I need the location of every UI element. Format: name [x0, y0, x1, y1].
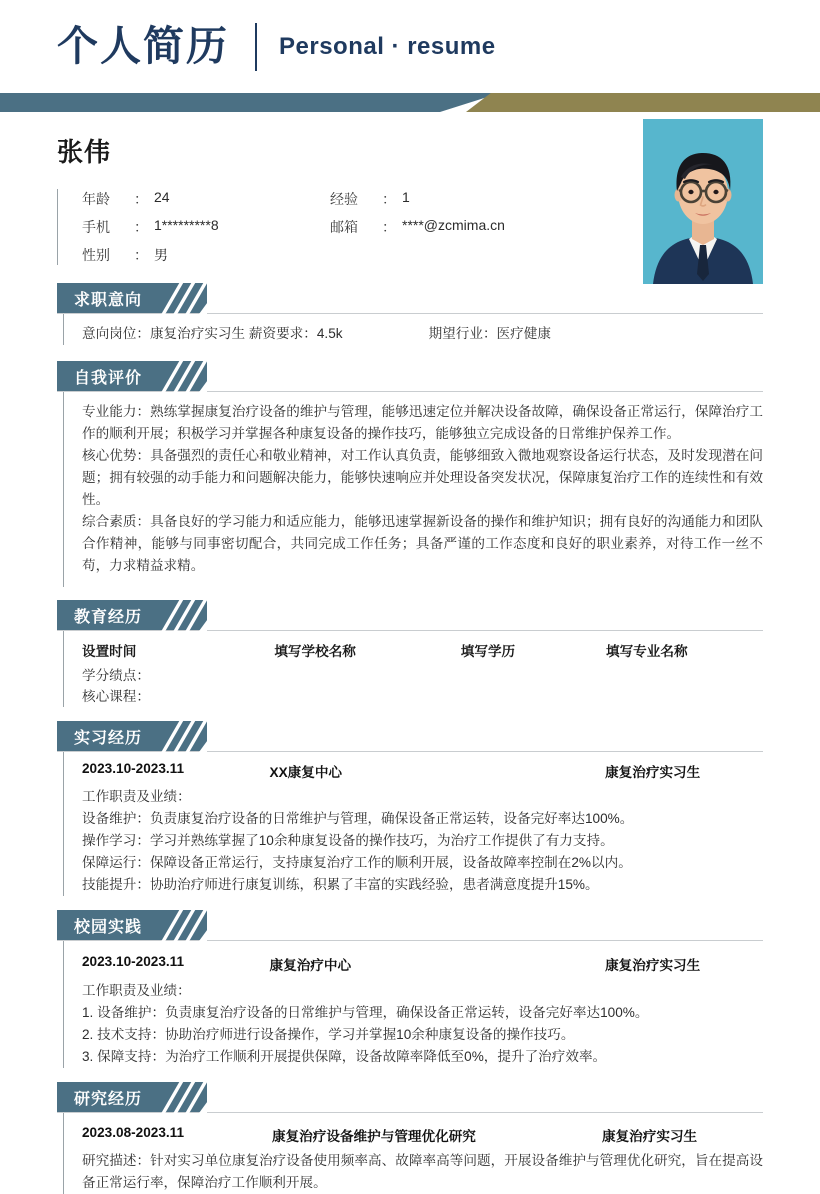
research-topic: 康复治疗设备维护与管理优化研究 — [272, 1129, 476, 1144]
field-phone — [82, 217, 330, 237]
portrait-photo-icon — [643, 119, 763, 284]
research-role: 康复治疗实习生 — [602, 1129, 698, 1144]
self-eval-paragraph: 综合素质：具备良好的学习能力和适应能力，能够迅速掌握新设备的操作和维护知识；拥有良好的沟通能力和团队合作精神，能够与同事密切配合，共同完成工作任务；具备严谨的工作态度和良好的职业素养，对待工作一丝不苟，力求精益求精。 — [82, 514, 763, 573]
candidate-name: 张伟 — [57, 137, 112, 167]
section-header-education — [57, 600, 763, 631]
self-eval-paragraph: 专业能力：熟练掌握康复治疗设备的维护与管理，能够迅速定位并解决设备故障，确保设备正常运行，保障治疗工作的顺利开展；积极学习并掌握各种康复设备的操作技巧，能够独立完成设备的日常维护保养工作。 — [82, 404, 763, 441]
education-column-time: 设置时间 — [82, 644, 137, 659]
field-experience — [330, 189, 590, 209]
slash-decor-icon — [151, 600, 207, 631]
intent-spacer — [343, 323, 429, 345]
field-experience-sep: ： — [382, 191, 396, 207]
campus-entry-header — [82, 954, 763, 974]
internship-line: 设备维护：负责康复治疗设备的日常维护与管理，确保设备正常运转，设备完好率达100%。 — [82, 811, 634, 826]
section-title-job-intent: 求职意向 — [74, 292, 143, 309]
section-title-self-evaluation: 自我评价 — [74, 370, 143, 387]
campus-role: 康复治疗实习生 — [605, 958, 701, 973]
campus-line: 2. 技术支持：协助治疗师进行设备操作，学习并掌握10余种康复设备的操作技巧。 — [82, 1027, 575, 1042]
section-header-job-intent — [57, 283, 763, 314]
campus-line: 工作职责及业绩： — [82, 983, 191, 998]
section-header-bar — [57, 910, 207, 941]
campus-date: 2023.10-2023.11 — [82, 954, 185, 969]
title-divider — [255, 23, 257, 71]
intent-salary-value: 4.5k — [316, 326, 343, 341]
education-column-degree: 填写学历 — [460, 644, 516, 659]
section-title-research: 研究经历 — [74, 1091, 143, 1108]
personal-fields — [57, 189, 602, 265]
internship-line: 保障运行：保障设备正常运行，支持康复治疗工作的顺利开展，设备故障率控制在2%以内。 — [82, 855, 632, 870]
field-email-value: ****@zcmima.cn — [402, 217, 505, 233]
section-header-self-evaluation — [57, 361, 763, 392]
education-courses-row: 核心课程： — [82, 689, 150, 704]
section-body-campus-practice — [63, 941, 763, 1068]
section-header-bar — [57, 361, 207, 392]
job-intent-row — [82, 323, 763, 345]
research-description: 研究描述：针对实习单位康复治疗设备使用频率高、故障率高等问题，开展设备维护与管理优化研究，旨在提高设备正常运行率，保障治疗工作顺利开展。 — [82, 1153, 763, 1190]
section-research — [0, 1082, 820, 1194]
section-title-internship: 实习经历 — [74, 730, 143, 747]
field-phone-sep: ： — [134, 219, 148, 235]
education-gpa-row: 学分绩点： — [82, 668, 150, 683]
slash-decor-icon — [151, 283, 207, 314]
campus-line: 1. 设备维护：负责康复治疗设备的日常维护与管理，确保设备正常运转，设备完好率达100%。 — [82, 1005, 649, 1020]
education-column-school: 填写学校名称 — [274, 644, 356, 659]
section-body-self-evaluation — [63, 392, 763, 587]
education-column-major: 填写专业名称 — [606, 644, 688, 659]
section-header-campus-practice — [57, 910, 763, 941]
section-education — [0, 600, 820, 707]
field-age — [82, 189, 330, 209]
personal-info-block — [0, 112, 820, 265]
internship-line: 操作学习：学习并熟练掌握了10余种康复设备的操作技巧，为治疗工作提供了有力支持。 — [82, 833, 614, 848]
campus-line: 3. 保障支持：为治疗工作顺利开展提供保障，设备故障率降低至0%，提升了治疗效率。 — [82, 1049, 607, 1064]
field-gender — [82, 245, 330, 265]
campus-organization: 康复治疗中心 — [269, 958, 352, 973]
avatar — [643, 119, 763, 284]
personal-fields-column-right — [330, 189, 590, 265]
field-phone-label: 手机 — [82, 219, 110, 235]
intent-salary-label: 薪资要求： — [245, 326, 317, 341]
page-header — [0, 0, 820, 93]
personal-fields-column-left — [82, 189, 330, 265]
internship-role: 康复治疗实习生 — [605, 765, 701, 780]
field-gender-label: 性别 — [82, 247, 110, 263]
intent-industry-value: 医疗健康 — [496, 326, 551, 341]
field-email-sep: ： — [382, 219, 396, 235]
section-title-campus-practice: 校园实践 — [74, 919, 143, 936]
research-entry-header — [82, 1125, 763, 1145]
internship-date: 2023.10-2023.11 — [82, 761, 185, 776]
field-age-value: 24 — [154, 189, 170, 205]
accent-bar-gold — [466, 93, 820, 112]
page-title-cn: 个人简历 — [57, 23, 229, 69]
section-body-education — [63, 631, 763, 707]
field-age-sep: ： — [134, 191, 148, 207]
section-body-job-intent — [63, 314, 763, 345]
internship-line: 工作职责及业绩： — [82, 789, 191, 804]
section-header-bar — [57, 600, 207, 631]
section-body-research — [63, 1113, 763, 1194]
field-age-label: 年龄 — [82, 191, 110, 207]
research-date: 2023.08-2023.11 — [82, 1125, 185, 1140]
field-phone-value: 1*********8 — [154, 217, 219, 233]
field-gender-sep: ： — [134, 247, 148, 263]
self-eval-paragraph: 核心优势：具备强烈的责任心和敬业精神，对工作认真负责，能够细致入微地观察设备运行状态，及时发现潜在问题；拥有较强的动手能力和问题解决能力，能够快速响应并处理设备突发状况，保障康复治疗工作的连续性和有效性。 — [82, 448, 763, 507]
section-job-intent — [0, 283, 820, 345]
section-header-bar — [57, 283, 207, 314]
internship-organization: XX康复中心 — [269, 765, 343, 780]
field-gender-value: 男 — [154, 247, 168, 263]
page-title-en: Personal · resume — [279, 32, 496, 60]
intent-position-value: 康复治疗实习生 — [149, 326, 246, 341]
internship-entry-header — [82, 761, 763, 781]
slash-decor-icon — [151, 1082, 207, 1113]
section-campus-practice — [0, 910, 820, 1068]
field-email — [330, 217, 590, 237]
section-title-education: 教育经历 — [74, 609, 143, 626]
slash-decor-icon — [151, 910, 207, 941]
accent-bar-teal — [0, 93, 500, 112]
slash-decor-icon — [151, 361, 207, 392]
field-experience-label: 经验 — [330, 191, 358, 207]
header-accent-bar — [0, 93, 820, 112]
slash-decor-icon — [151, 721, 207, 752]
field-email-label: 邮箱 — [330, 219, 358, 235]
section-header-internship — [57, 721, 763, 752]
section-header-research — [57, 1082, 763, 1113]
education-table-header — [82, 640, 763, 660]
internship-line: 技能提升：协助治疗师进行康复训练，积累了丰富的实践经验，患者满意度提升15%。 — [82, 877, 599, 892]
intent-industry-label: 期望行业： — [428, 326, 497, 341]
section-body-internship — [63, 752, 763, 896]
section-header-bar — [57, 721, 207, 752]
intent-position-label: 意向岗位： — [82, 326, 150, 341]
section-internship — [0, 721, 820, 896]
section-header-bar — [57, 1082, 207, 1113]
section-self-evaluation — [0, 361, 820, 587]
field-experience-value: 1 — [402, 189, 410, 205]
